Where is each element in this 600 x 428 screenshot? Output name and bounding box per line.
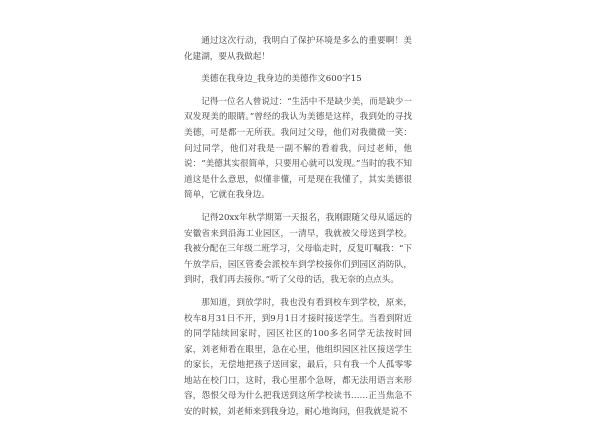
intro-paragraph: 通过这次行动，我明白了保护环境是多么的重要啊！美化建湖，要从我做起！ <box>184 36 412 62</box>
body-paragraph-2: 记得20xx年秋学期第一天报名，我刚跟随父母从遥远的安徽省来到沿海工业园区，一清早，我就被父母送到学校。我被分配在三年级二班学习，父母临走时，反复叮嘱我：“下午放学后，园区管委会派校车到学校接你们到园区消防队，到时，我们再去接你。”听了父母的话，我无奈的点点头。 <box>184 212 412 286</box>
body-paragraph-3: 那知道，到放学时，我也没有看到校车到学校，原来，校车8月31日不开，到9月1日才接时接送学生。当看到附近的同学陆续回家时，园区社区的100多名同学无法按时回家，刘老师看在眼里，急在心里，他组织园区社区接送学生的家长，无偿地把孩子送回家，最后，只有我一个人孤零零地站在校门口，这时，我心里那个急呀，都无法用语言来形容，怨恨父母为什么把我送到这所学校读书……正当焦急不安的时候，刘老师来到我身边，耐心地询问，但我就是说不 <box>184 297 412 418</box>
article-body <box>184 34 412 428</box>
body-paragraph-1: 记得一位名人曾说过：“生活中不是缺少美，而是缺少一双发现美的眼睛。”曾经的我认为美德是这样，我到处的寻找美德，可是都一无所获。我问过父母，他们对我微微一笑：问过同学，他们对我是一副不解的看着我，问过老师，他说：“美德其实很简单，只要用心就可以发现。”当时的我不知道这是什么意思，似懂非懂，可是现在我懂了，其实美德很简单，它就在我身边。 <box>184 96 412 201</box>
article-title: 美德在我身边_我身边的美德作文600字15 <box>201 74 362 85</box>
